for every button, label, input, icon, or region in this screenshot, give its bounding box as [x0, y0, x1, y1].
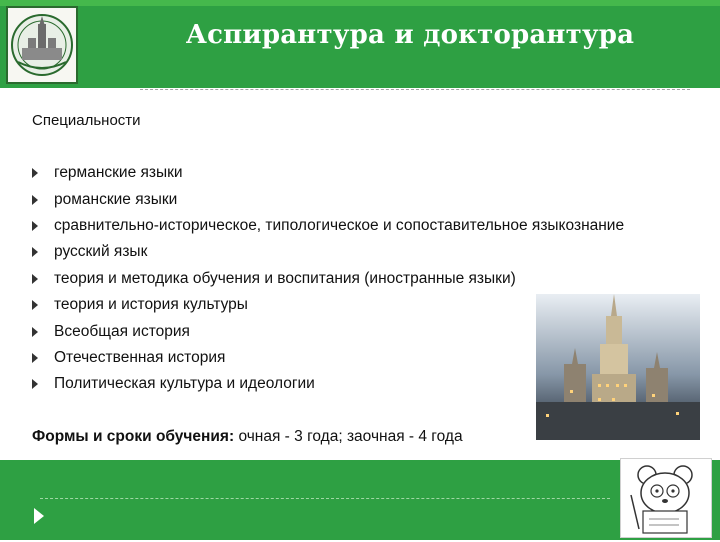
header-band	[0, 0, 720, 88]
specialties-heading: Специальности	[32, 112, 141, 129]
triangle-bullet-icon	[32, 327, 38, 337]
triangle-bullet-icon	[32, 168, 38, 178]
triangle-bullet-icon	[32, 221, 38, 231]
triangle-bullet-icon	[32, 379, 38, 389]
specialty-text: Политическая культура и идеологии	[54, 375, 315, 393]
building-graphic	[536, 294, 700, 440]
specialty-text: Отечественная история	[54, 348, 226, 366]
university-emblem-icon	[6, 6, 78, 84]
footer-band	[0, 460, 720, 540]
forms-value: очная - 3 года; заочная - 4 года	[234, 428, 463, 445]
study-forms	[32, 428, 463, 446]
forms-label: Формы и сроки обучения:	[32, 428, 235, 445]
dashed-divider	[140, 89, 690, 90]
list-item	[30, 318, 624, 344]
specialty-text: Всеобщая история	[54, 322, 190, 340]
list-item	[30, 345, 624, 371]
emblem-graphic	[8, 8, 76, 82]
specialty-text: русский язык	[54, 243, 148, 261]
list-item	[30, 239, 624, 265]
specialty-text: теория и методика обучения и воспитания (иностранные языки)	[54, 269, 516, 287]
specialties-list	[30, 160, 624, 398]
triangle-bullet-icon	[32, 353, 38, 363]
list-item	[30, 371, 624, 397]
page-title: Аспирантура и докторантура	[185, 20, 635, 50]
university-building-photo	[536, 294, 700, 440]
triangle-bullet-icon	[32, 195, 38, 205]
list-item	[30, 266, 624, 292]
specialty-text: теория и история культуры	[54, 296, 248, 314]
list-item	[30, 213, 624, 239]
bear-graphic	[621, 459, 711, 537]
specialty-text: сравнительно-историческое, типологическое и сопоставительное языкознание	[54, 216, 625, 234]
specialty-text: германские языки	[54, 164, 183, 182]
specialty-text: романские языки	[54, 190, 178, 208]
list-item	[30, 292, 624, 318]
list-item	[30, 186, 624, 212]
list-item	[30, 160, 624, 186]
triangle-arrow-icon[interactable]	[34, 508, 44, 524]
triangle-bullet-icon	[32, 247, 38, 257]
footer-dashed-divider	[40, 498, 610, 499]
triangle-bullet-icon	[32, 300, 38, 310]
triangle-bullet-icon	[32, 274, 38, 284]
header-stripe	[0, 0, 720, 6]
bear-mascot-icon	[620, 458, 712, 538]
